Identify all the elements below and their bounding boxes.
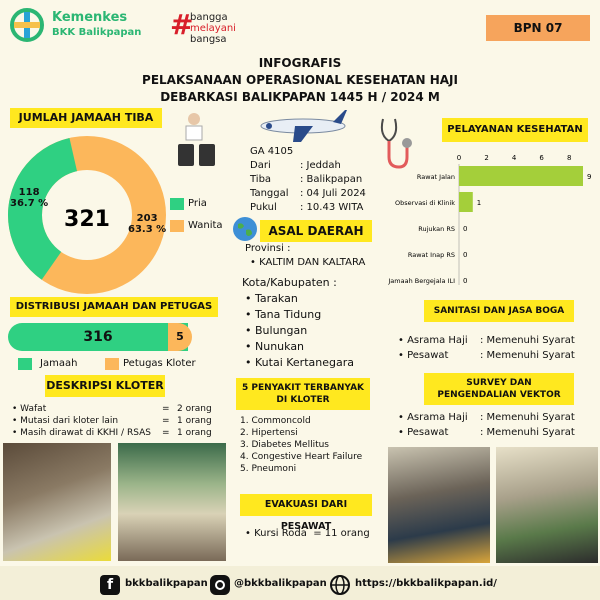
x-tick-label: 2 — [484, 154, 489, 162]
jamaah-bar: 316 — [8, 323, 188, 351]
category-label: Jamaah Bergejala ILI — [388, 277, 455, 285]
photo-wheelchair — [3, 443, 111, 561]
category-label: Observasi di Klinik — [395, 199, 455, 207]
asal-heading: ASAL DAERAH — [260, 220, 372, 242]
list-item: 3. Diabetes Mellitus — [240, 440, 329, 450]
list-item: 5. Pneumoni — [240, 464, 297, 474]
kota-label: Kota/Kabupaten : — [242, 276, 337, 289]
list-item: • Kutai Kertanegara — [245, 356, 354, 369]
pilgrim-luggage-icon — [172, 110, 222, 168]
page-title: INFOGRAFIS PELAKSANAAN OPERASIONAL KESEHATAN HAJI DEBARKASI BALIKPAPAN 1445 H / 2024 M — [142, 56, 458, 104]
x-tick-label: 8 — [566, 154, 572, 162]
legend-petugas-label: Petugas Kloter — [123, 358, 196, 369]
list-item: • Asrama Haji : Memenuhi Syarat — [398, 412, 575, 423]
value-label: 1 — [476, 199, 482, 207]
sanitasi-heading: SANITASI DAN JASA BOGA — [424, 300, 574, 322]
photo-kitchen-inspection — [496, 447, 598, 563]
list-item: • Masih dirawat di KKHI / RSAS = 1 orang — [12, 428, 212, 438]
pelayanan-bar-chart — [385, 150, 595, 290]
list-item: • Tana Tidung — [245, 308, 322, 321]
photo-plane-inspection — [388, 447, 490, 563]
bar — [459, 166, 583, 186]
value-label: 0 — [463, 277, 468, 285]
globe-web-icon[interactable] — [330, 575, 350, 595]
list-item: 1. Commoncold — [240, 416, 311, 426]
category-label: Rawat Jalan — [416, 173, 455, 181]
instagram-link[interactable]: @bkkbalikpapan — [234, 578, 327, 589]
sanitasi-list — [398, 333, 575, 363]
list-item: • Nunukan — [245, 340, 305, 353]
flight-row: Tanggal : 04 Juli 2024 — [250, 188, 366, 199]
list-item: • Bulungan — [245, 324, 308, 337]
donut-total: 321 — [64, 207, 110, 232]
legend-petugas-swatch — [105, 358, 119, 370]
legend-pria-swatch — [170, 198, 184, 210]
legend-wanita-label: Wanita — [188, 220, 223, 231]
deskripsi-heading: DESKRIPSI KLOTER — [45, 375, 165, 397]
value-label: 0 — [463, 251, 468, 259]
website-link[interactable]: https://bkkbalikpapan.id/ — [355, 578, 497, 589]
penyakit-list — [240, 415, 362, 475]
list-item: 4. Congestive Heart Failure — [240, 452, 363, 462]
kota-list — [245, 291, 354, 371]
photo-hall — [118, 443, 226, 561]
brand-unit: BKK Balikpapan — [52, 27, 142, 38]
flight-info — [250, 145, 366, 215]
facebook-icon[interactable]: f — [100, 575, 120, 595]
provinsi-value: • KALTIM DAN KALTARA — [250, 257, 366, 268]
list-item: • Mutasi dari kloter lain = 1 orang — [12, 416, 212, 426]
jumlah-heading: JUMLAH JAMAAH TIBA — [10, 108, 162, 128]
survey-list — [398, 410, 575, 440]
bar — [459, 192, 473, 212]
value-label: 9 — [587, 173, 592, 181]
legend-jamaah-label: Jamaah — [40, 358, 78, 369]
provinsi-label: Provinsi : — [245, 243, 291, 254]
distribusi-heading: DISTRIBUSI JAMAAH DAN PETUGAS — [10, 297, 218, 317]
flight-code: GA 4105 — [250, 146, 294, 157]
category-label: Rawat Inap RS — [407, 251, 455, 259]
flight-row: Dari : Jeddah — [250, 160, 341, 171]
list-item: • Pesawat : Memenuhi Syarat — [398, 350, 575, 361]
slogan: bangga melayani bangsa — [190, 12, 236, 45]
instagram-icon[interactable] — [210, 575, 230, 595]
legend-pria-label: Pria — [188, 198, 207, 209]
pria-value: 118 36.7 % — [10, 187, 49, 209]
petugas-bar: 5 — [168, 323, 192, 351]
evakuasi-heading: EVAKUASI DARI PESAWAT — [240, 494, 372, 516]
kloter-badge: BPN 07 — [486, 15, 590, 41]
facebook-link[interactable]: bkkbalikpapan — [125, 578, 208, 589]
list-item: 2. Hipertensi — [240, 428, 298, 438]
legend-wanita-swatch — [170, 220, 184, 232]
globe-icon — [232, 216, 258, 242]
deskripsi-list — [12, 403, 227, 439]
flight-row: Tiba : Balikpapan — [250, 174, 363, 185]
list-item: • Tarakan — [245, 292, 298, 305]
flight-row: Pukul : 10.43 WITA — [250, 202, 364, 213]
list-item: • Pesawat : Memenuhi Syarat — [398, 427, 575, 438]
x-tick-label: 6 — [539, 154, 544, 162]
pelayanan-heading: PELAYANAN KESEHATAN — [442, 118, 588, 142]
x-tick-label: 4 — [511, 154, 517, 162]
category-label: Rujukan RS — [418, 225, 455, 233]
value-label: 0 — [463, 225, 468, 233]
kemenkes-logo-icon — [10, 8, 44, 42]
x-tick-label: 0 — [456, 154, 462, 162]
legend-jamaah-swatch — [18, 358, 32, 370]
brand-name: Kemenkes — [52, 10, 128, 25]
evakuasi-row: • Kursi Roda = 11 orang — [245, 528, 370, 539]
list-item: • Wafat = 2 orang — [12, 404, 212, 414]
penyakit-heading: 5 PENYAKIT TERBANYAK DI KLOTER — [236, 378, 370, 410]
survey-heading: SURVEY DAN PENGENDALIAN VEKTOR — [424, 373, 574, 405]
hashtag-icon: # — [170, 8, 194, 41]
wanita-value: 203 63.3 % — [128, 213, 167, 235]
list-item: • Asrama Haji : Memenuhi Syarat — [398, 335, 575, 346]
airplane-icon — [255, 108, 350, 144]
